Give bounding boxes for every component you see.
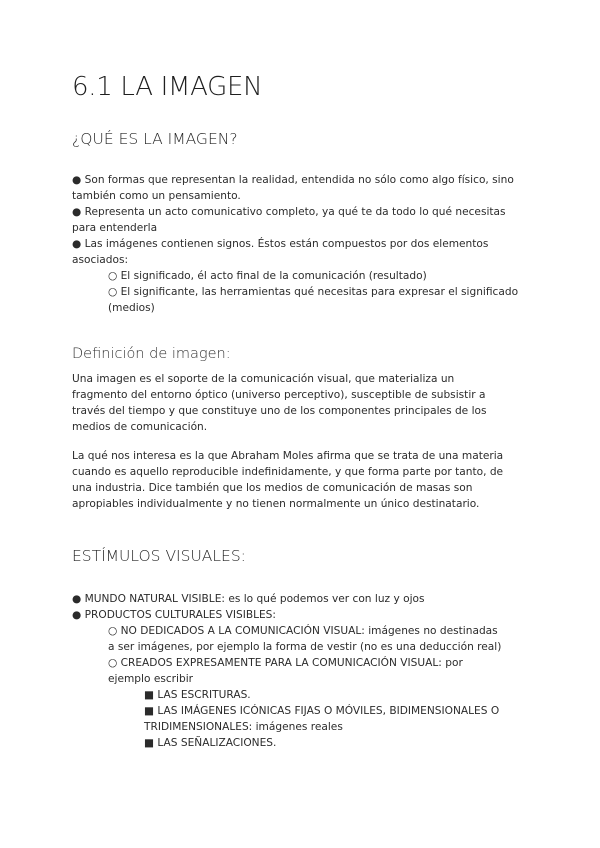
list-item-continuation: también como un pensamiento. — [72, 190, 241, 202]
sub-sub-list-item-continuation: TRIDIMENSIONALES: imágenes reales — [144, 721, 343, 733]
section3-list — [72, 591, 532, 751]
definition-paragraph-2 — [72, 448, 532, 512]
list-item: ● Son formas que representan la realidad, entendida no sólo como algo físico, sino — [72, 174, 514, 186]
definition-paragraph-1 — [72, 371, 532, 435]
sub-list-item: ○ El significante, las herramientas qué necesitas para expresar el significado — [108, 286, 519, 298]
sub-sub-list-item: ■ LAS IMÁGENES ICÓNICAS FIJAS O MÓVILES, BIDIMENSIONALES O — [144, 705, 500, 717]
sub-list-item: ○ El significado, él acto final de la comunicación (resultado) — [108, 270, 427, 282]
sub-list-item-continuation: a ser imágenes, por ejemplo la forma de vestir (no es una deducción real) — [108, 641, 502, 653]
sub-list-item-continuation: ejemplo escribir — [108, 673, 193, 685]
list-item: ● Las imágenes contienen signos. Éstos están compuestos por dos elementos — [72, 238, 489, 250]
list-item: ● MUNDO NATURAL VISIBLE: es lo qué podemos ver con luz y ojos — [72, 593, 425, 605]
sub-sub-list-item: ■ LAS SEÑALIZACIONES. — [144, 737, 277, 749]
paragraph-line: través del tiempo y que constituye uno de los componentes principales de los — [72, 405, 487, 417]
paragraph-line: cuando es aquello reproducible indefinidamente, y que forma parte por tanto, de — [72, 466, 504, 478]
sub-list-item: ○ NO DEDICADOS A LA COMUNICACIÓN VISUAL: imágenes no destinadas — [108, 625, 498, 637]
paragraph-line: fragmento del entorno óptico (universo perceptivo), susceptible de subsistir a — [72, 389, 486, 401]
paragraph-line: La qué nos interesa es la que Abraham Moles afirma que se trata de una materia — [72, 450, 504, 462]
sub-sub-list-item: ■ LAS ESCRITURAS. — [144, 689, 251, 701]
list-item-continuation: para entenderla — [72, 222, 158, 234]
list-item: ● Representa un acto comunicativo completo, ya qué te da todo lo qué necesitas — [72, 206, 506, 218]
section-heading-estimulos: ESTÍMULOS VISUALES: — [72, 547, 246, 565]
page-title: 6.1 LA IMAGEN — [72, 72, 263, 102]
section-heading-que-es: ¿QUÉ ES LA IMAGEN? — [72, 130, 238, 148]
paragraph-line: Una imagen es el soporte de la comunicación visual, que materializa un — [72, 373, 455, 385]
sub-list-item-continuation: (medios) — [108, 302, 155, 314]
section1-list — [72, 172, 532, 316]
section-heading-definicion: Definición de imagen: — [72, 346, 231, 362]
paragraph-line: apropiables individualmente y no tienen normalmente un único destinatario. — [72, 498, 480, 510]
sub-list-item: ○ CREADOS EXPRESAMENTE PARA LA COMUNICACIÓN VISUAL: por — [108, 657, 463, 669]
paragraph-line: medios de comunicación. — [72, 421, 208, 433]
paragraph-line: una industria. Dice también que los medios de comunicación de masas son — [72, 482, 473, 494]
list-item: ● PRODUCTOS CULTURALES VISIBLES: — [72, 609, 276, 621]
list-item-continuation: asociados: — [72, 254, 129, 266]
